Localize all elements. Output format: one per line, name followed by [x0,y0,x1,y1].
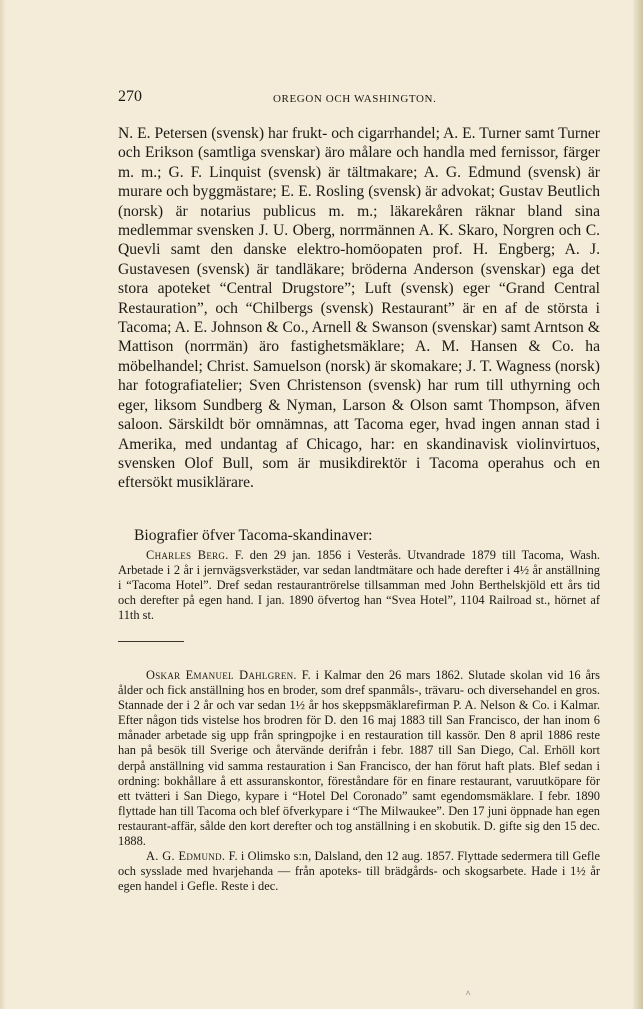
biography-text: F. den 29 jan. 1856 i Vesterås. Utvandrade 1879 till Tacoma, Wash. Arbetade i 2 år i jernvägsverkstäder, var sedan landtmätare och hade derefter i 4½ år anställning i “Tacoma Hotel”. Dref sedan restaurantrörelse tillsamman med John Berthelskjöld ett års tid och derefter på egen hand. I jan. 1890 öfvertog han “Svea Hotel”, 1104 Railroad st., hörnet af 11th st. [118,548,600,623]
biography-entry [118,849,600,894]
biography-entry [118,668,600,849]
body-paragraph: N. E. Petersen (svensk) har frukt- och cigarrhandel; A. E. Turner samt Turner och Erikson (samtliga svenskar) äro målare och handla med fernissor, färger m. m.; G. F. Linquist (svensk) är tältmakare; A. G. Edmund (svensk) är murare och byggmästare; E. E. Rosling (svensk) är advokat; Gustav Beutlich (norsk) är notarius publicus m. m.; läkarekåren räknar bland sina medlemmar svensken J. U. Oberg, norrmännen A. K. Skaro, Norgren och C. Quevli samt den danske elektro-homöopaten prof. H. Engberg; A. J. Gustavesen (svensk) är tandläkare; bröderna Anderson (svenskar) ega det stora apoteket “Central Drugstore”; Luft (svensk) eger “Grand Central Restauration”, och “Chilbergs (svensk) Restaurant” är en af de största i Tacoma; A. E. Johnson & Co., Arnell & Swanson (svenskar) samt Arntson & Mattison (norrmän) äro fastighetsmäklare; A. M. Hansen & Co. ha möbelhandel; Christ. Samuelson (norsk) är skomakare; J. T. Wagness (norsk) har fotografiatelier; Sven Christenson (svensk) har rum till uthyrning och eger, liksom Sundberg & Nyman, Larson & Olson samt Thompson, äfven saloon. Särskildt bör omnämnas, att Tacoma eger, hvad ingen annan stad i Amerika, med undantag af Chicago, har: en skandinavisk violinvirtuos, svensken Olof Bull, som är musikdirektör i Tacoma operahus och en eftersökt musiklärare. [118,125,600,492]
biography-name: Charles Berg. [146,548,229,562]
page-right-edge [633,0,643,1009]
biography-name: Oskar Emanuel Dahlgren. [146,668,297,682]
page-number: 270 [118,88,142,105]
biography-text: F. i Olimsko s:n, Dalsland, den 12 aug. 1857. Flyttade sedermera till Gefle och sysslade med hvarjehanda — från apoteks- till brädgårds- och skogsarbete. Hade i 1½ år egen handel i Gefle. Reste i dec. [118,849,601,894]
page-left-edge [0,0,6,1009]
biography-text: F. i Kalmar den 26 mars 1862. Slutade skolan vid 16 års ålder och fick anställning hos en broder, som dref spanmåls-, trävaru- och diversehandel en gros. Stannade der i 2 år och var sedan 1½ år hos skeppsmäklarefirman P. A. Nelson & Co. i Kalmar. Efter någon tids vistelse hos brodren för D. den 16 maj 1883 till San Francisco, der han inom 6 månader arbetade sig upp från springpojke i en restauration till kassör. Den 8 april 1886 reste han på besök till Sverige och återvände derifrån i febr. 1887 till San Diego, Cal. Erhöll kort derpå anställning vid samma restauration i San Francisco, der han förut haft plats. Blef sedan i ordning: bokhållare å ett assuranskontor, föreståndare för en finare restaurant, varuutköpare för ett tvätteri i San Diego, kypare i “Hotel Del Coronado” samt egendomsmäklare. I febr. 1890 flyttade han till Tacoma och blef öfverkypare i “The Milwaukee”. Den 17 juni öppnade han egen restaurant-affär, sålde den kort derefter och tog anställning i en skobutik. D. gifte sig den 15 dec. 1888. [118,668,600,849]
entry-divider [118,641,184,642]
biography-caption: Biografier öfver Tacoma-skandinaver: [134,527,373,544]
page-mark: ^ [466,989,471,999]
biography-entry [118,548,600,623]
biography-name: A. G. Edmund. [146,849,226,863]
running-title: OREGON OCH WASHINGTON. [273,93,437,105]
page-header [118,88,525,112]
